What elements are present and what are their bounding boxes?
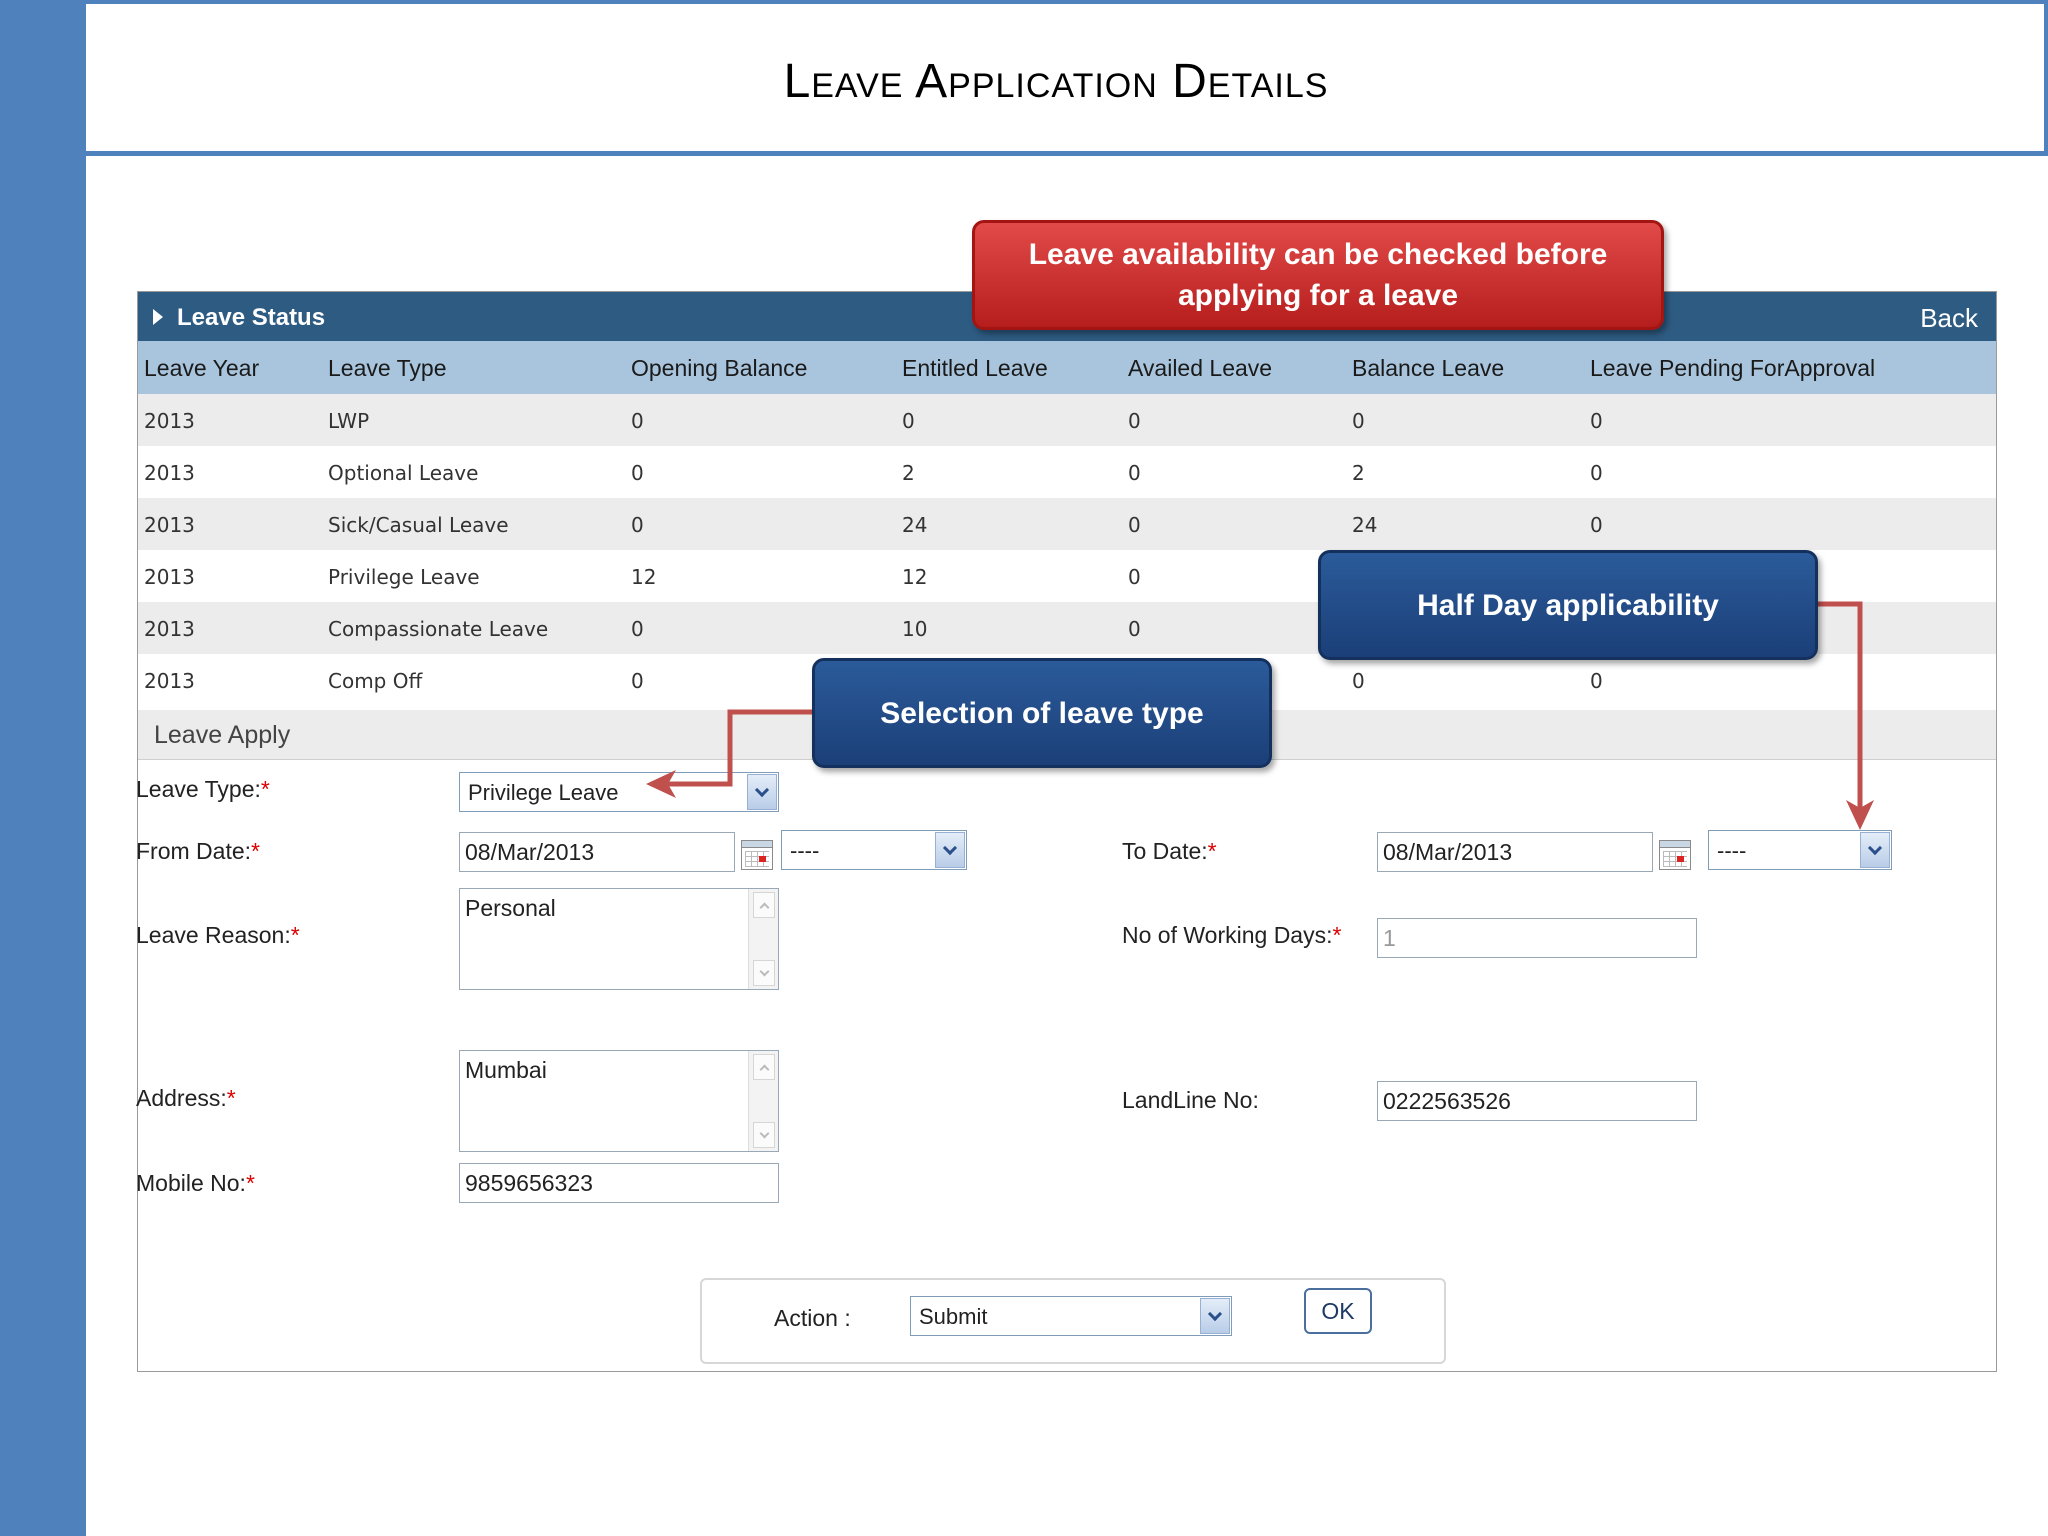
required-mark: * — [245, 1170, 255, 1196]
working-days-input: 1 — [1377, 918, 1697, 958]
table-cell: 24 — [1352, 513, 1378, 537]
address-label — [136, 1085, 236, 1112]
table-cell: 12 — [631, 565, 657, 589]
table-cell: 0 — [1352, 409, 1365, 433]
table-cell: 0 — [1128, 513, 1141, 537]
from-date-label-text: From Date: — [136, 838, 252, 864]
leave-reason-textarea[interactable] — [459, 888, 779, 990]
leave-reason-value: Personal — [465, 895, 556, 921]
table-cell: 2013 — [144, 513, 195, 537]
action-panel — [700, 1278, 1446, 1364]
table-cell: LWP — [328, 409, 370, 433]
address-label-text: Address: — [136, 1085, 227, 1111]
table-row — [138, 498, 1996, 550]
chevron-down-icon[interactable] — [1860, 832, 1890, 868]
to-date-label — [1122, 838, 1217, 865]
action-value: Submit — [919, 1304, 988, 1329]
landline-input[interactable]: 0222563526 — [1377, 1081, 1697, 1121]
to-half-day-value: ---- — [1717, 838, 1747, 863]
table-cell: 2013 — [144, 617, 195, 641]
table-cell: 0 — [1590, 409, 1603, 433]
table-cell: Privilege Leave — [328, 565, 480, 589]
table-cell: 0 — [902, 409, 915, 433]
table-cell: 0 — [1128, 617, 1141, 641]
leave-type-value: Privilege Leave — [468, 780, 619, 805]
callout-availability: Leave availability can be checked before applying for a leave — [972, 220, 1664, 330]
leave-reason-label-text: Leave Reason: — [136, 922, 291, 948]
textarea-scrollbar[interactable] — [748, 1051, 778, 1151]
required-mark: * — [1207, 838, 1217, 864]
from-date-input[interactable]: 08/Mar/2013 — [459, 832, 735, 872]
scroll-down-icon[interactable] — [753, 1122, 775, 1148]
required-mark: * — [226, 1085, 236, 1111]
table-cell: Compassionate Leave — [328, 617, 549, 641]
required-mark: * — [251, 838, 260, 864]
from-half-day-value: ---- — [790, 838, 820, 863]
back-link[interactable]: Back — [1920, 303, 1978, 333]
ok-button[interactable]: OK — [1304, 1288, 1372, 1334]
scroll-up-icon[interactable] — [753, 1054, 775, 1080]
title-box — [86, 0, 2048, 156]
col-pending-approval: Leave Pending ForApproval — [1590, 355, 1876, 381]
calendar-icon[interactable] — [741, 840, 773, 870]
calendar-icon[interactable] — [1659, 840, 1691, 870]
to-half-day-select[interactable] — [1708, 830, 1892, 870]
table-cell: 12 — [902, 565, 928, 589]
table-cell: 0 — [1352, 669, 1365, 693]
table-cell: 0 — [631, 617, 644, 641]
table-row — [138, 394, 1996, 446]
chevron-down-icon[interactable] — [935, 832, 965, 868]
table-row — [138, 446, 1996, 498]
from-half-day-select[interactable] — [781, 830, 967, 870]
chevron-down-icon[interactable] — [1200, 1298, 1230, 1334]
leave-type-label-text: Leave Type: — [136, 776, 261, 802]
table-cell: Sick/Casual Leave — [328, 513, 509, 537]
col-balance-leave: Balance Leave — [1352, 355, 1505, 381]
scroll-up-icon[interactable] — [753, 892, 775, 918]
leave-type-select[interactable] — [459, 772, 779, 812]
table-cell: 2013 — [144, 565, 195, 589]
table-cell: 0 — [1590, 669, 1603, 693]
table-cell: 0 — [1590, 461, 1603, 485]
address-textarea[interactable] — [459, 1050, 779, 1152]
table-cell: 0 — [631, 669, 644, 693]
leave-reason-label — [136, 922, 300, 949]
table-cell: 0 — [631, 513, 644, 537]
landline-label: LandLine No: — [1122, 1087, 1259, 1113]
table-cell: 2013 — [144, 669, 195, 693]
table-cell: 2 — [1352, 461, 1365, 485]
table-cell: 0 — [1128, 565, 1141, 589]
leave-status-title: Leave Status — [177, 304, 326, 331]
col-opening-balance: Opening Balance — [631, 355, 808, 381]
required-mark: * — [260, 776, 270, 802]
address-value: Mumbai — [465, 1057, 547, 1083]
mobile-label-text: Mobile No: — [136, 1170, 246, 1196]
working-days-label-text: No of Working Days: — [1122, 922, 1333, 948]
table-cell: 10 — [902, 617, 928, 641]
action-select[interactable] — [910, 1296, 1232, 1336]
col-leave-type: Leave Type — [328, 355, 447, 381]
leave-app-panel — [137, 291, 1997, 1372]
table-cell: 0 — [631, 461, 644, 485]
table-cell: Comp Off — [328, 669, 423, 693]
scroll-down-icon[interactable] — [753, 960, 775, 986]
table-cell: 0 — [631, 409, 644, 433]
slide-title: Leave Application Details — [783, 55, 1329, 108]
table-cell: 2013 — [144, 461, 195, 485]
required-mark: * — [290, 922, 300, 948]
table-cell: 0 — [1128, 409, 1141, 433]
col-leave-year: Leave Year — [144, 355, 260, 381]
from-date-label — [136, 838, 260, 865]
callout-leave-type: Selection of leave type — [812, 658, 1272, 768]
table-cell: 0 — [1590, 513, 1603, 537]
table-cell: 2013 — [144, 409, 195, 433]
working-days-label — [1122, 922, 1341, 949]
textarea-scrollbar[interactable] — [748, 889, 778, 989]
expand-triangle-icon[interactable] — [153, 309, 163, 325]
leave-type-label — [136, 776, 270, 803]
to-date-label-text: To Date: — [1122, 838, 1208, 864]
action-label: Action : — [774, 1305, 851, 1331]
table-cell: 2 — [902, 461, 915, 485]
table-header — [138, 341, 1996, 394]
slide-left-bar — [0, 0, 86, 1536]
table-cell: Optional Leave — [328, 461, 479, 485]
mobile-label — [136, 1170, 255, 1197]
callout-half-day: Half Day applicability — [1318, 550, 1818, 660]
to-date-input[interactable]: 08/Mar/2013 — [1377, 832, 1653, 872]
table-cell: 24 — [902, 513, 928, 537]
leave-apply-title: Leave Apply — [154, 721, 291, 749]
mobile-input[interactable]: 9859656323 — [459, 1163, 779, 1203]
col-entitled-leave: Entitled Leave — [902, 355, 1048, 381]
table-cell: 0 — [1128, 461, 1141, 485]
required-mark: * — [1332, 922, 1342, 948]
col-availed-leave: Availed Leave — [1128, 355, 1273, 381]
chevron-down-icon[interactable] — [747, 774, 777, 810]
